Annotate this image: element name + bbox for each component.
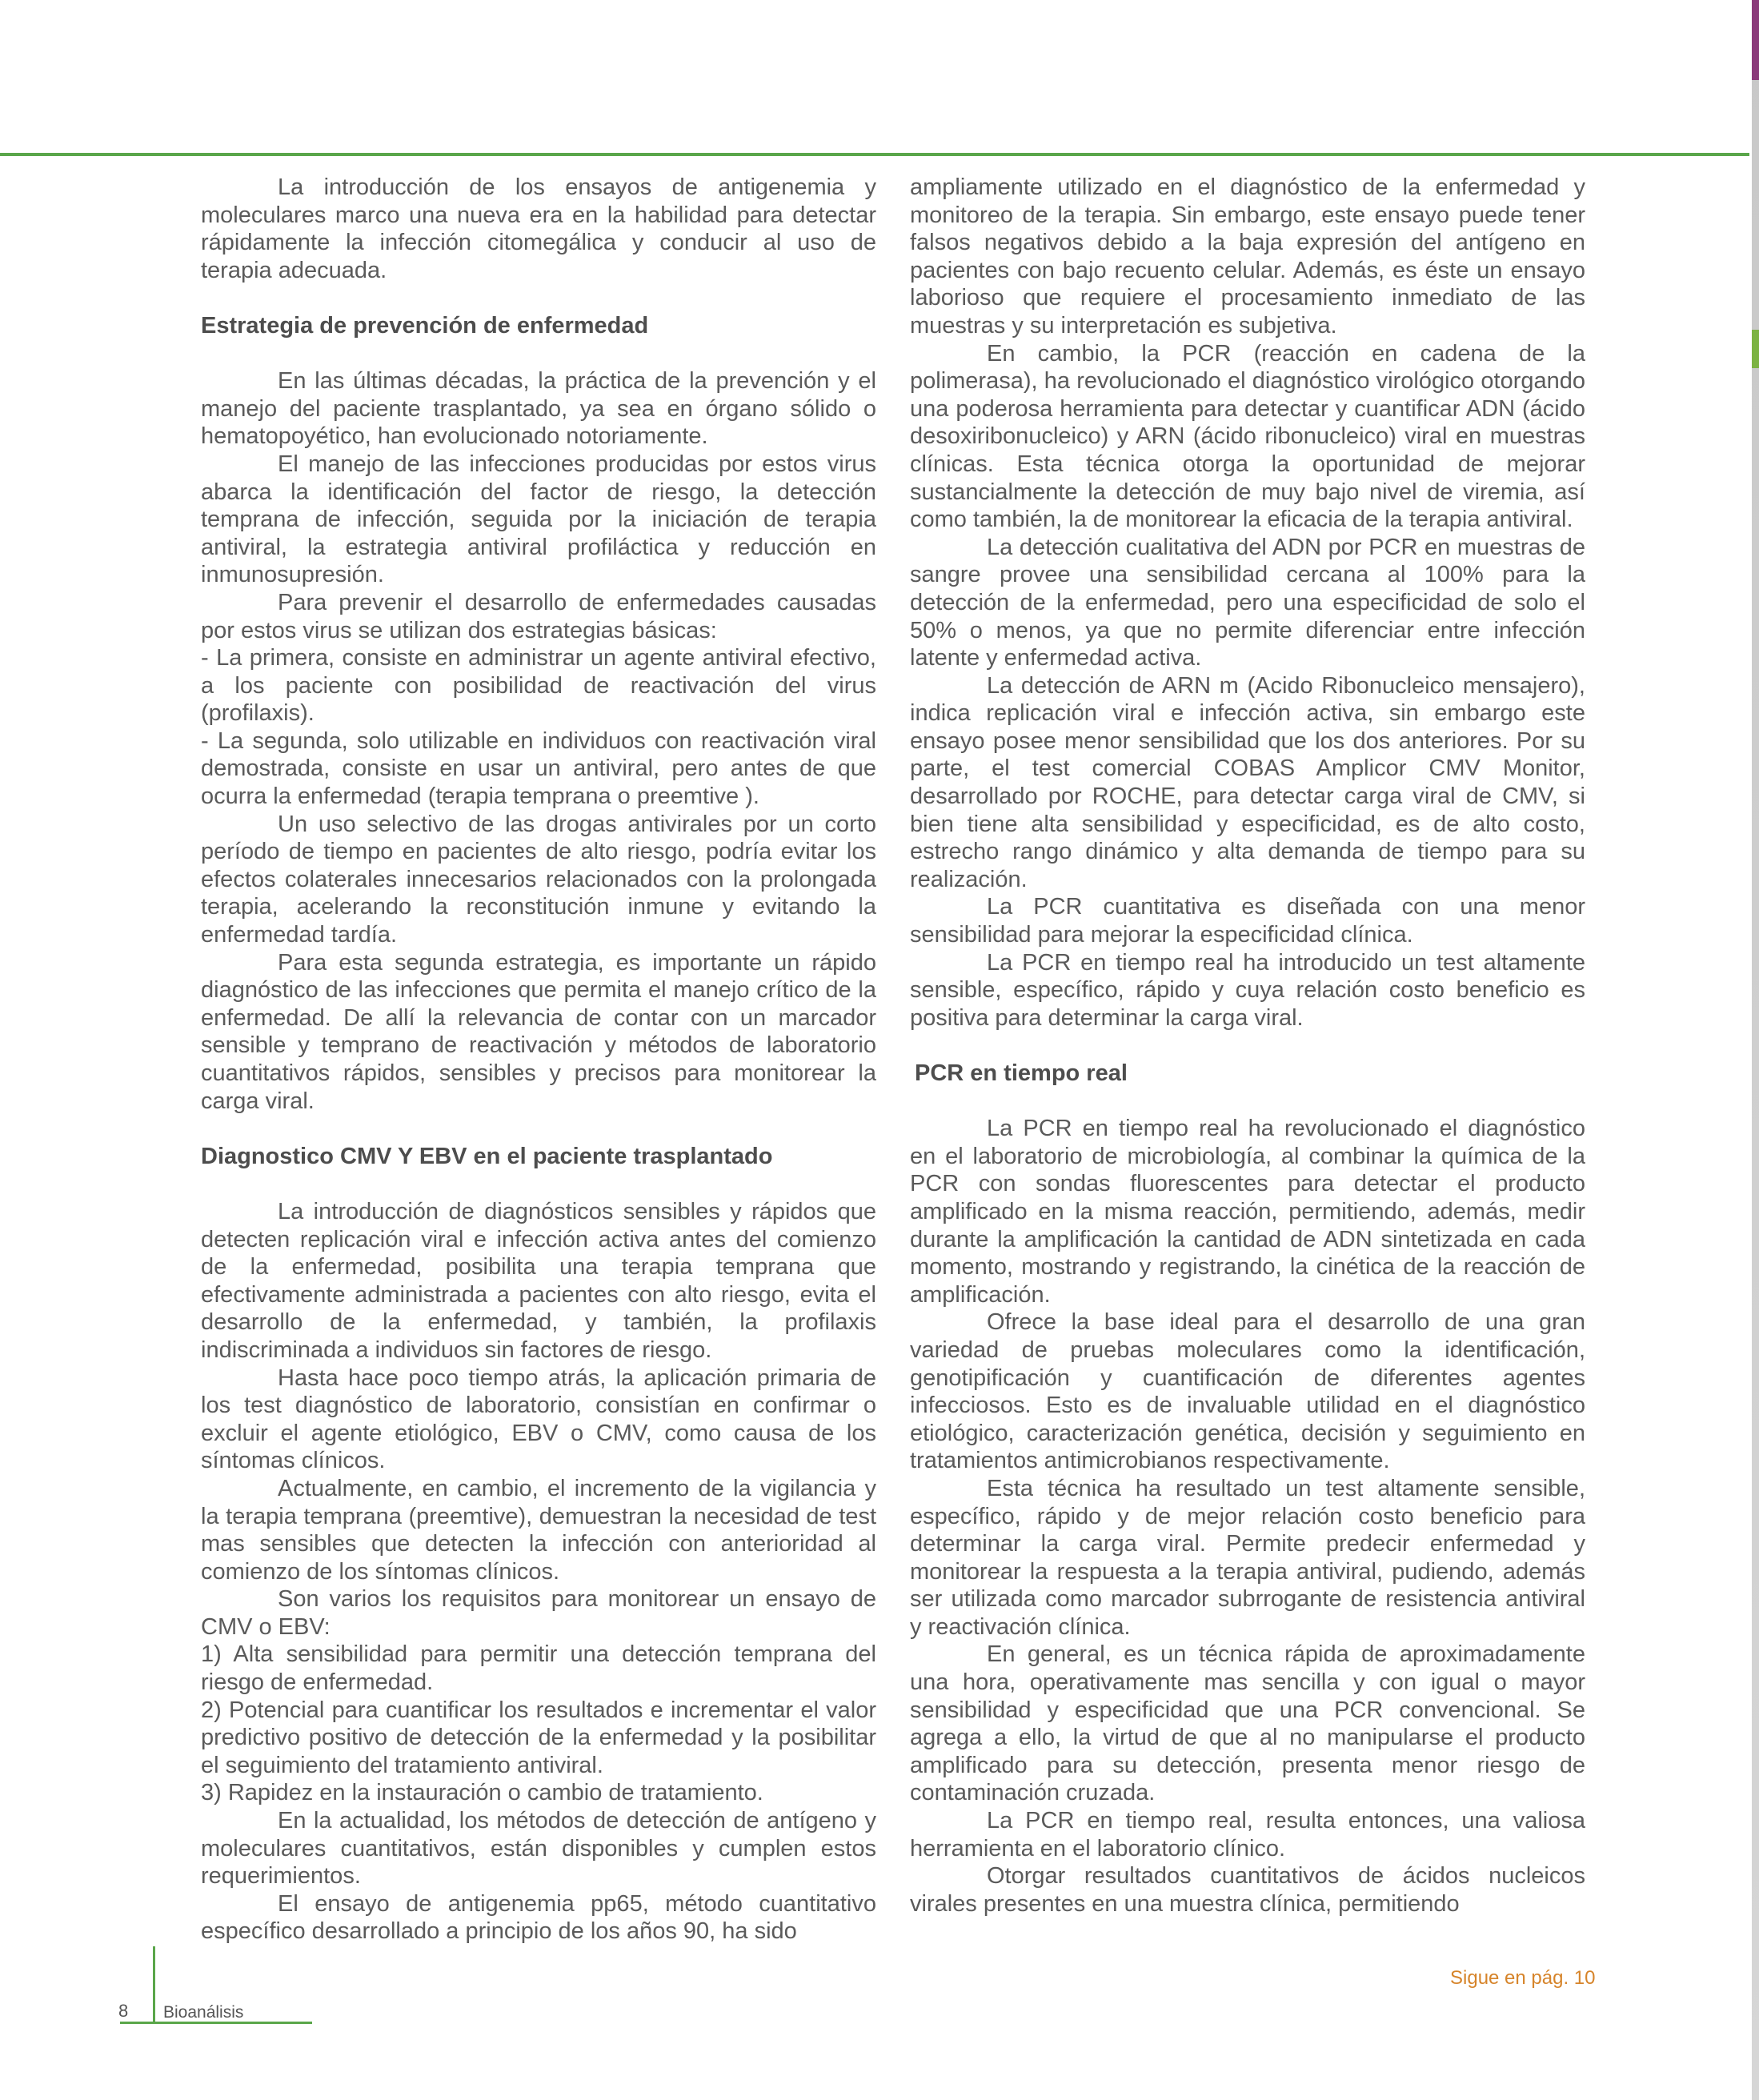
paragraph: En general, es un técnica rápida de aproximadamente una hora, operativamente mas sencilla y con igual o mayor sensibilidad y especificidad que una PCR convencional. Se agrega a ello, la virtud de que al no manipularse el producto amplificado para su detección, presenta menor riesgo de contaminación cruzada. [910,1641,1585,1806]
paragraph: La introducción de diagnósticos sensibles y rápidos que detecten replicación viral e infección activa antes del comienzo de la enfermedad, posibilita una terapia temprana que efectivamente administrada a pacientes con alto riesgo, evita el desarrollo de la enfermedad, y también, la profilaxis indiscriminada a individuos sin factores de riesgo. [201,1198,876,1363]
paragraph: La PCR cuantitativa es diseñada con una menor sensibilidad para mejorar la especificidad clínica. [910,894,1585,948]
continue-note: Sigue en pág. 10 [1450,1967,1596,1989]
paragraph: El ensayo de antigenemia pp65, método cuantitativo específico desarrollado a principio de los años 90, ha sido [201,1890,876,1945]
right-column [910,174,1585,1918]
spacer [910,1032,1585,1060]
paragraph: Esta técnica ha resultado un test altamente sensible, específico, rápido y de mejor relación costo beneficio para determinar la carga viral. Permite predecir enfermedad y monitorear la respuesta a la terapia antiviral, pudiendo, además ser utilizada como marcador subrrogante de resistencia antiviral y reactivación clínica. [910,1475,1585,1640]
page-edge-strip [1752,0,1759,2100]
publication-name: Bioanálisis [163,2003,244,2022]
section-heading: PCR en tiempo real [915,1060,1128,1086]
spacer [201,340,876,368]
paragraph: Actualmente, en cambio, el incremento de la vigilancia y la terapia temprana (preemtive), demuestran la necesidad de test mas sensibles que detecten la infección con anterioridad al comienzo de los síntomas clínicos. [201,1475,876,1585]
edge-tab-purple [1752,0,1759,80]
paragraph: Otorgar resultados cuantitativos de ácidos nucleicos virales presentes en una muestra clínica, permitiendo [910,1863,1585,1917]
spacer [201,1115,876,1143]
paragraph: En la actualidad, los métodos de detección de antígeno y moleculares cuantitativos, están disponibles y cumplen estos requerimientos. [201,1808,876,1890]
edge-tab-green [1752,330,1759,368]
paragraph: La detección de ARN m (Acido Ribonucleico mensajero), indica replicación viral e infección activa, sin embargo este ensayo posee menor sensibilidad que los dos anteriores. Por su parte, el test comercial COBAS Amplicor CMV Monitor, desarrollado por ROCHE, para detectar carga viral de CMV, si bien tiene alta sensibilidad y especificidad, es de alto costo, estrecho rango dinámico y alta demanda de tiempo para su realización. [910,672,1585,892]
list-item: 2) Potencial para cuantificar los resultados e incrementar el valor predictivo positivo de detección de la enfermedad y la posibilitar el seguimiento del tratamiento antiviral. [201,1697,876,1778]
paragraph: Para prevenir el desarrollo de enfermedades causadas por estos virus se utilizan dos estrategias básicas: [201,589,876,643]
paragraph: Ofrece la base ideal para el desarrollo de una gran variedad de pruebas moleculares como la identificación, genotipificación y cuantificación de diferentes agentes infecciosos. Esto es de invaluable utilidad en el diagnóstico etiológico, caracterización genética, decisión y seguimiento en tratamientos antimicrobianos respectivamente. [910,1309,1585,1474]
section-heading: Estrategia de prevención de enfermedad [201,312,649,339]
list-item: 1) Alta sensibilidad para permitir una detección temprana del riesgo de enfermedad. [201,1641,876,1696]
list-item: 3) Rapidez en la instauración o cambio de tratamiento. [201,1780,763,1806]
list-item: - La segunda, solo utilizable en individuos con reactivación viral demostrada, consiste en usar un antiviral, pero antes de que ocurra la enfermedad (terapia temprana o preemtive ). [201,727,876,810]
spacer [201,1170,876,1198]
paragraph: Un uso selectivo de las drogas antivirales por un corto período de tiempo en pacientes de alto riesgo, podría evitar los efectos colaterales innecesarios relacionados con la prolongada terapia, acelerando la reconstitución inmune y evitando la enfermedad tardía. [201,811,876,948]
paragraph: La detección cualitativa del ADN por PCR en muestras de sangre provee una sensibilidad cercana al 100% para la detección de la enfermedad, pero una especificidad de solo el 50% o menos, ya que no permite diferenciar entre infección latente y enfermedad activa. [910,534,1585,671]
paragraph: La PCR en tiempo real ha revolucionado el diagnóstico en el laboratorio de microbiología, al combinar la química de la PCR con sondas fluorescentes para detectar el producto amplificado en la misma reacción, permitiendo, además, medir durante la amplificación la cantidad de ADN sintetizada en cada momento, mostrando y registrando, la cinética de la reacción de amplificación. [910,1116,1585,1308]
page-number: 8 [118,2001,129,2021]
paragraph: Para esta segunda estrategia, es importante un rápido diagnóstico de las infecciones que permita el manejo crítico de la enfermedad. De allí la relevancia de contar con un marcador sensible y temprano de reactivación y métodos de laboratorio cuantitativos rápidos, sensibles y precisos para monitorear la carga viral. [201,949,876,1114]
left-column [201,174,876,1946]
paragraph: La PCR en tiempo real ha introducido un test altamente sensible, específico, rápido y cuya relación costo beneficio es positiva para determinar la carga viral. [910,949,1585,1031]
paragraph: El manejo de las infecciones producidas por estos virus abarca la identificación del factor de riesgo, la detección temprana de infección, seguida por la iniciación de terapia antiviral, la estrategia antiviral profiláctica y reducción en inmunosupresión. [201,451,876,588]
header-rule [0,153,1749,156]
list-item: - La primera, consiste en administrar un agente antiviral efectivo, a los paciente con posibilidad de reactivación del virus (profilaxis). [201,645,876,727]
paragraph: En las últimas décadas, la práctica de la prevención y el manejo del paciente trasplantado, ya sea en órgano sólido o hematopoyético, han evolucionado notoriamente. [201,368,876,450]
paragraph: En cambio, la PCR (reacción en cadena de la polimerasa), ha revolucionado el diagnóstico virológico otorgando una poderosa herramienta para detectar y cuantificar ADN (ácido desoxiribonucleico) y ARN (ácido ribonucleico) viral en muestras clínicas. Esta técnica otorga la oportunidad de mejorar sustancialmente la detección de muy bajo nivel de viremia, así como también, la de monitorear la eficacia de la terapia antiviral. [910,340,1585,533]
spacer [910,1088,1585,1116]
paragraph: ampliamente utilizado en el diagnóstico de la enfermedad y monitoreo de la terapia. Sin embargo, este ensayo puede tener falsos negativos debido a la baja expresión del antígeno en pacientes con bajo recuento celular. Además, es éste un ensayo laborioso que requiere el procesamiento inmediato de las muestras y su interpretación es subjetiva. [910,174,1585,339]
section-heading: Diagnostico CMV Y EBV en el paciente trasplantado [201,1143,773,1169]
paragraph: La PCR en tiempo real, resulta entonces, una valiosa herramienta en el laboratorio clínico. [910,1808,1585,1862]
paragraph: Hasta hace poco tiempo atrás, la aplicación primaria de los test diagnóstico de laboratorio, consistían en confirmar o excluir el agente etiológico, EBV o CMV, como causa de los síntomas clínicos. [201,1365,876,1474]
spacer [201,284,876,312]
paragraph: La introducción de los ensayos de antigenemia y moleculares marco una nueva era en la habilidad para detectar rápidamente la infección citomegálica y conducir al uso de terapia adecuada. [201,174,876,283]
footer-vertical-rule [153,1946,155,2024]
paragraph: Son varios los requisitos para monitorear un ensayo de CMV o EBV: [201,1586,876,1640]
